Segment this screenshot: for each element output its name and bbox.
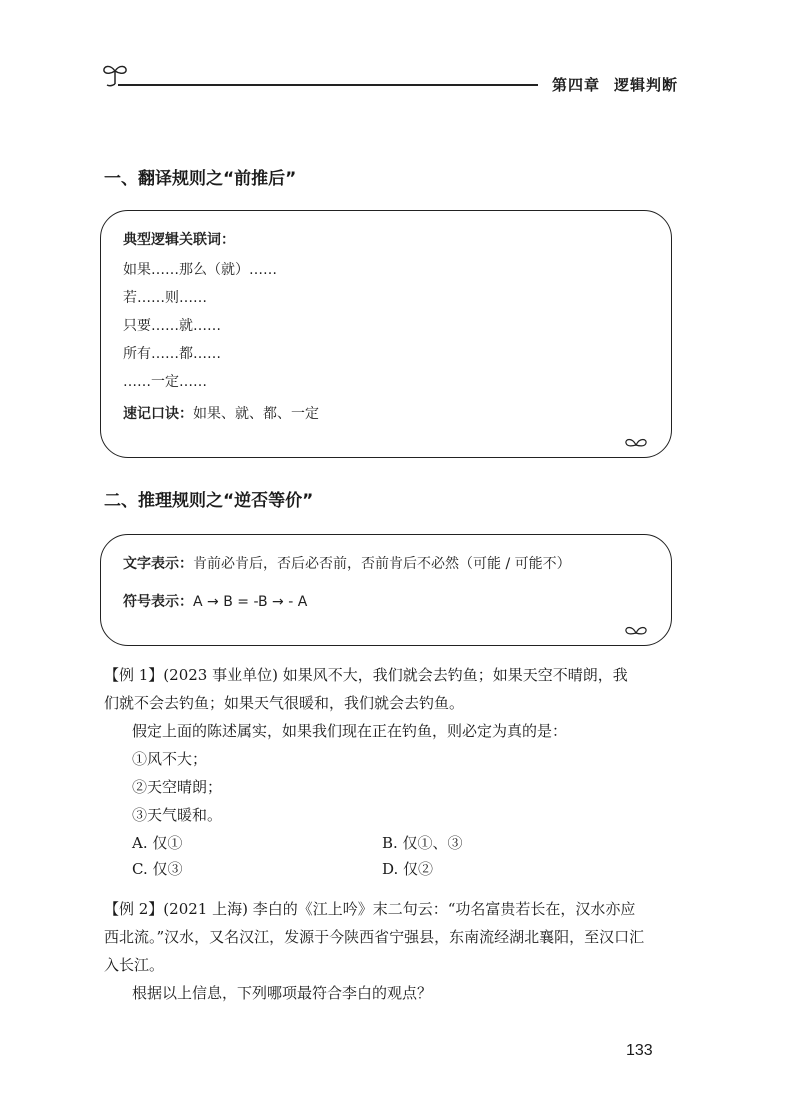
example1-line2: 们就不会去钓鱼；如果天气很暖和，我们就会去钓鱼。 <box>104 694 465 712</box>
chapter-title: 逻辑判断 <box>614 77 679 94</box>
example1-line1: 【例 1】(2023 事业单位) 如果风不大，我们就会去钓鱼；如果天空不晴朗，我 <box>104 666 628 684</box>
keyword-line: ……一定…… <box>123 374 207 390</box>
example2-line1: 【例 2】(2021 上海) 李白的《江上吟》末二句云：“功名富贵若长在，汉水亦应 <box>104 900 636 918</box>
option-c: C. 仅③ <box>132 860 183 878</box>
mnemonic-line <box>123 403 319 423</box>
chapter-header <box>552 74 678 95</box>
mnemonic-text: 如果、就、都、一定 <box>193 406 319 422</box>
example1-question: 假定上面的陈述属实，如果我们现在正在钓鱼，则必定为真的是： <box>132 722 568 740</box>
symbol-rule: A → B = -B → - A <box>193 594 308 610</box>
chapter-number: 第四章 <box>552 77 601 94</box>
option-a: A. 仅① <box>132 834 183 852</box>
rules-box <box>100 534 672 646</box>
text-rule: 肯前必肯后，否后必否前，否前肯后不必然（可能 / 可能不） <box>193 556 571 572</box>
leaf-icon <box>623 435 649 449</box>
header-rule <box>118 84 538 86</box>
option-b: B. 仅①、③ <box>382 834 463 852</box>
option-d: D. 仅② <box>382 860 434 878</box>
leaf-icon <box>623 623 649 637</box>
example2-line3: 入长江。 <box>104 956 165 974</box>
keyword-line: 只要……就…… <box>123 318 221 334</box>
symbol-rule-line <box>123 591 307 611</box>
symbol-rule-label: 符号表示： <box>123 594 193 610</box>
keyword-line: 如果……那么（就）…… <box>123 262 277 278</box>
example2-line2: 西北流。”汉水，又名汉江，发源于今陕西省宁强县，东南流经湖北襄阳，至汉口汇 <box>104 928 645 946</box>
example1-item: ②天空晴朗； <box>132 778 223 796</box>
keyword-line: 若……则…… <box>123 290 207 306</box>
text-rule-line <box>123 553 571 573</box>
example1-item: ③天气暖和。 <box>132 806 223 824</box>
mnemonic-label: 速记口诀： <box>123 406 193 422</box>
page-number: 133 <box>626 1042 653 1059</box>
text-rule-label: 文字表示： <box>123 556 193 572</box>
keywords-box <box>100 210 672 458</box>
example1-item: ①风不大； <box>132 750 208 768</box>
section2-title: 二、推理规则之“逆否等价” <box>104 491 314 511</box>
keywords-heading: 典型逻辑关联词： <box>123 232 235 248</box>
section1-title: 一、翻译规则之“前推后” <box>104 169 297 189</box>
example2-question: 根据以上信息，下列哪项最符合李白的观点？ <box>132 984 433 1002</box>
keyword-line: 所有……都…… <box>123 346 221 362</box>
